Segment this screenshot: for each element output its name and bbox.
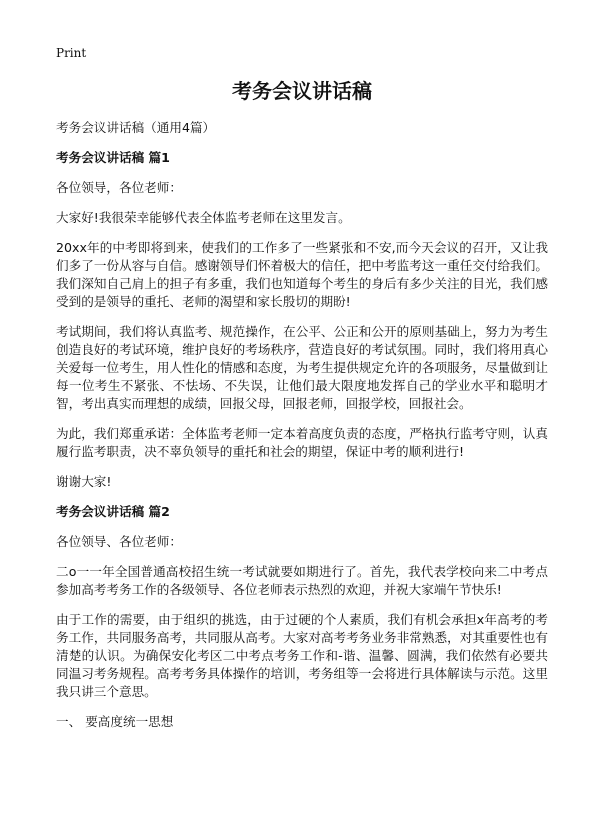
section1-paragraph-3: 考试期间，我们将认真监考、规范操作，在公平、公正和公开的原则基础上，努力为考生创造良好的考试环境，维护良好的考场秩序，营造良好的考试氛围。同时，我们将用真心关爱每一位考生，用人性化的情感和态度，为考生提供规定允许的各项服务，尽量做到让每一位考生不紧张、不怯场、不失误，让他们最大限度地发挥自己的学业水平和聪明才智，考出真实而理想的成绩，回报父母，回报老师，回报学校，回报社会。 xyxy=(56,324,548,411)
section1-heading: 考务会议讲话稿 篇1 xyxy=(56,150,170,165)
section1-greeting: 各位领导，各位老师： xyxy=(56,180,182,195)
section2-greeting: 各位领导、各位老师： xyxy=(56,534,182,549)
document-title: 考务会议讲话稿 xyxy=(232,79,372,103)
print-label: Print xyxy=(56,46,87,60)
document-subtitle: 考务会议讲话稿（通用4篇） xyxy=(56,120,216,135)
section2-paragraph-1: 二o一一年全国普通高校招生统一考试就要如期进行了。首先，我代表学校向来二中考点参加高考考务工作的各级领导、各位老师表示热烈的欢迎，并祝大家端午节快乐! xyxy=(56,564,548,597)
section1-paragraph-2: 20xx年的中考即将到来，使我们的工作多了一些紧张和不安,而今天会议的召开，又让我们多了一份从容与自信。感谢领导们怀着极大的信任，把中考监考这一重任交付给我们。我们深知自己肩上的担子有多重，我们也知道每个考生的身后有多少关注的目光，我们感受到的是领导的重托、老师的渴望和家长殷切的期盼! xyxy=(56,240,548,309)
section2-heading: 考务会议讲话稿 篇2 xyxy=(56,504,170,519)
section2-paragraph-3: 一、 要高度统一思想 xyxy=(56,714,174,729)
section1-paragraph-1: 大家好!我很荣幸能够代表全体监考老师在这里发言。 xyxy=(56,210,351,225)
section2-paragraph-2: 由于工作的需要，由于组织的挑选，由于过硬的个人素质，我们有机会承担x年高考的考务工作，共同服务高考，共同服从高考。大家对高考考务业务非常熟悉，对其重要性也有清楚的认识。为确保安化考区二中考点考务工作和-谐、温馨、圆满，我们依然有必要共同温习考务规程。高考考务具体操作的培训，考务组等一会将进行具体解读与示范。这里我只讲三个意思。 xyxy=(56,612,548,699)
section1-paragraph-5: 谢谢大家! xyxy=(56,474,112,489)
section1-paragraph-4: 为此，我们郑重承诺：全体监考老师一定本着高度负责的态度，严格执行监考守则，认真履行监考职责，决不辜负领导的重托和社会的期望，保证中考的顺利进行! xyxy=(56,426,548,459)
